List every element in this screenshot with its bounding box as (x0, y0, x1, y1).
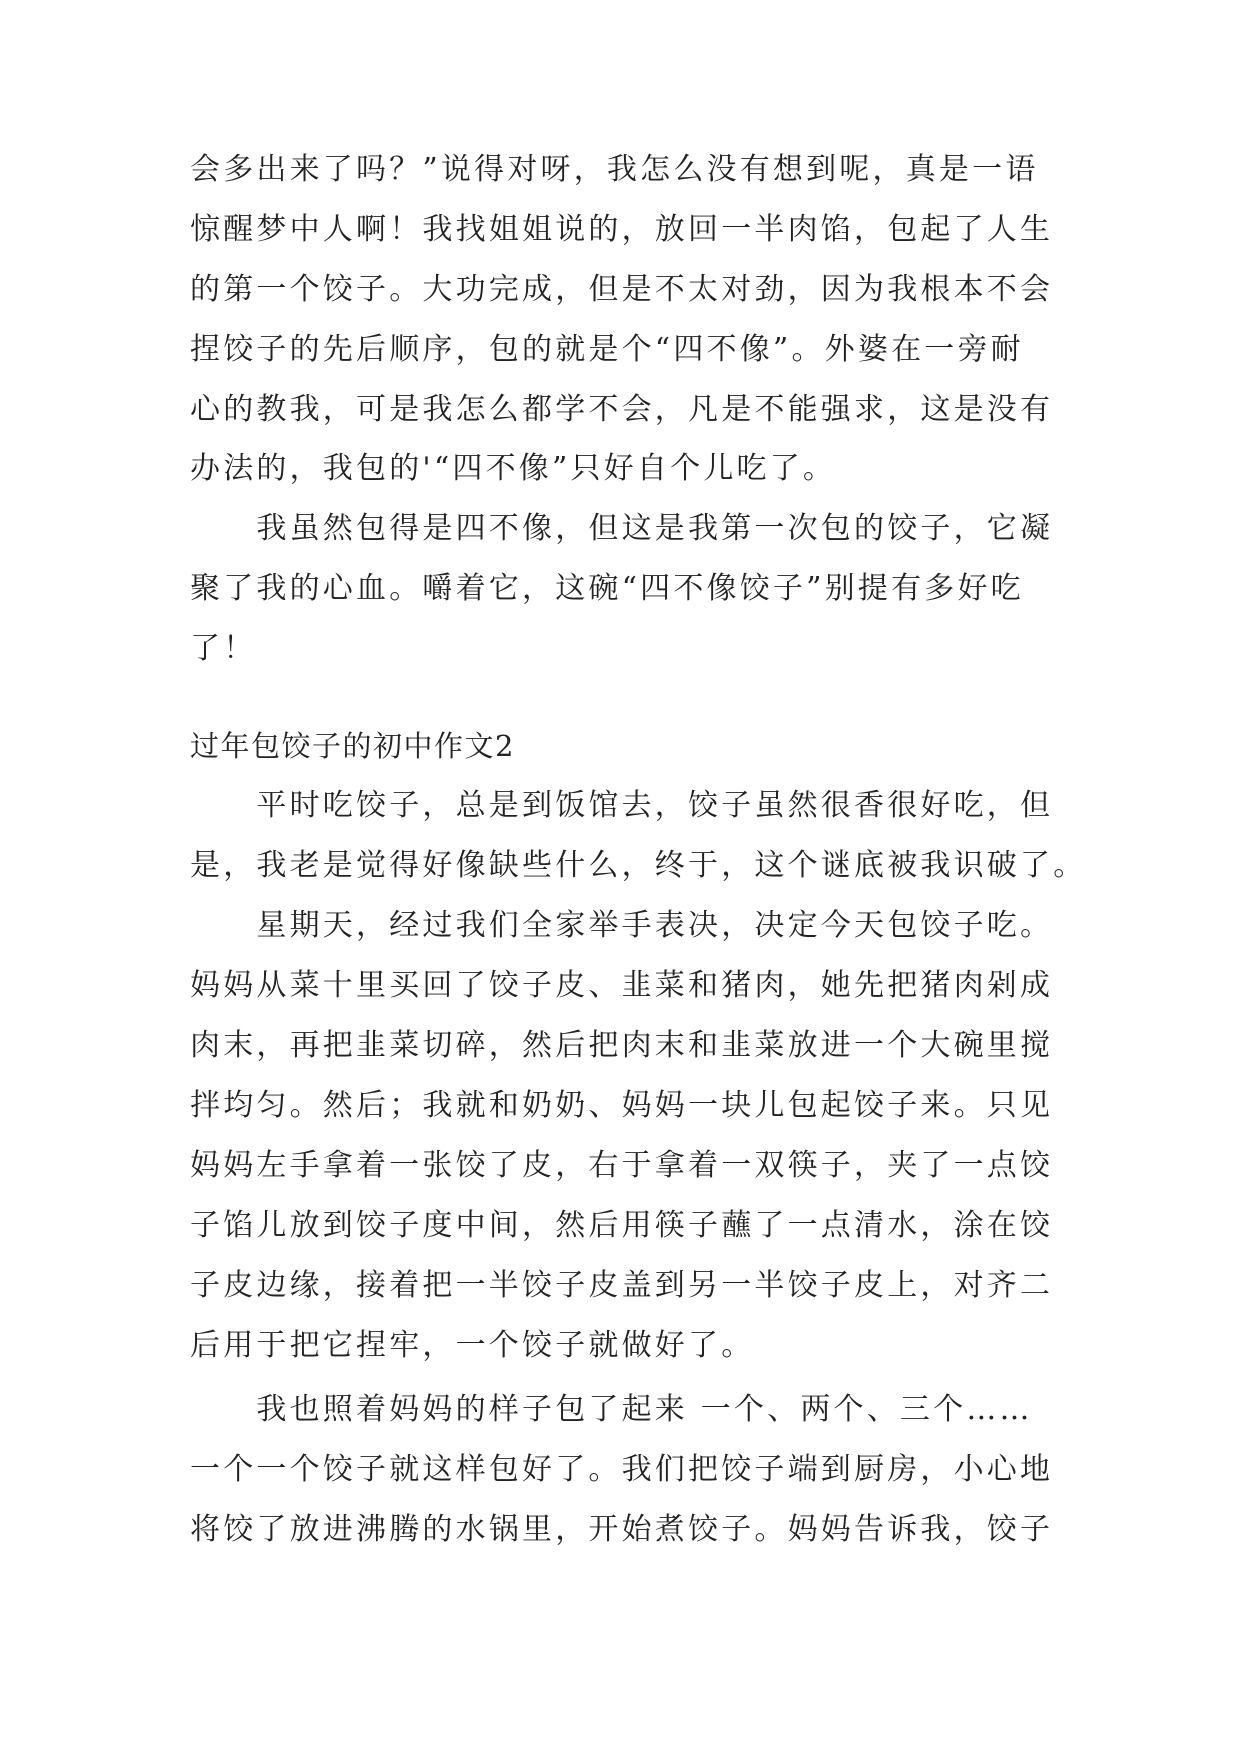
text-line: 心的教我，可是我怎么都学不会，凡是不能强求，这是没有 (190, 392, 1054, 427)
text-line: 肉末，再把韭菜切碎，然后把肉末和韭菜放进一个大碗里搅 (190, 1028, 1054, 1063)
text-line: 了！ (190, 631, 257, 666)
text-line: 子馅儿放到饺子度中间，然后用筷子蘸了一点清水，涂在饺 (190, 1208, 1054, 1243)
section-heading: 过年包饺子的初中作文2 (190, 729, 515, 763)
text-line: 一个一个饺子就这样包好了。我们把饺子端到厨房，小心地 (190, 1452, 1054, 1487)
text-line: 后用于把它捏牢，一个饺子就做好了。 (190, 1328, 755, 1363)
text-line: 平时吃饺子，总是到饭馆去，饺子虽然很香很好吃，但 (190, 788, 1054, 823)
text-line: 拌均匀。然后；我就和奶奶、妈妈一块儿包起饺子来。只见 (190, 1088, 1054, 1123)
text-line: 捏饺子的先后顺序，包的就是个“四不像”。外婆在一旁耐 (190, 332, 1024, 367)
text-line: 我也照着妈妈的样子包了起来 一个、两个、三个…… (190, 1392, 1033, 1427)
text-line: 聚了我的心血。嚼着它，这碗“四不像饺子”别提有多好吃 (190, 571, 1024, 606)
text-line: 妈妈左手拿着一张饺了皮，右于拿着一双筷子，夹了一点饺 (190, 1148, 1054, 1183)
text-line: 将饺了放进沸腾的水锅里，开始煮饺子。妈妈告诉我，饺子 (190, 1512, 1054, 1547)
text-line: 子皮边缘，接着把一半饺子皮盖到另一半饺子皮上，对齐二 (190, 1268, 1054, 1303)
text-line: 妈妈从菜十里买回了饺子皮、韭菜和猪肉，她先把猪肉剁成 (190, 968, 1054, 1003)
text-line: 是，我老是觉得好像缺些什么，终于，这个谜底被我识破了。 (190, 848, 1087, 883)
text-line: 会多出来了吗？”说得对呀，我怎么没有想到呢，真是一语 (190, 152, 1039, 187)
text-line: 我虽然包得是四不像，但这是我第一次包的饺子，它凝 (190, 511, 1054, 546)
text-line: 星期天，经过我们全家举手表决，决定今天包饺子吃。 (190, 908, 1054, 943)
text-line: 惊醒梦中人啊！我找姐姐说的，放回一半肉馅，包起了人生 (190, 212, 1054, 247)
text-line: 办法的，我包的'“四不像”只好自个儿吃了。 (190, 451, 837, 486)
text-line: 的第一个饺子。大功完成，但是不太对劲，因为我根本不会 (190, 272, 1054, 307)
